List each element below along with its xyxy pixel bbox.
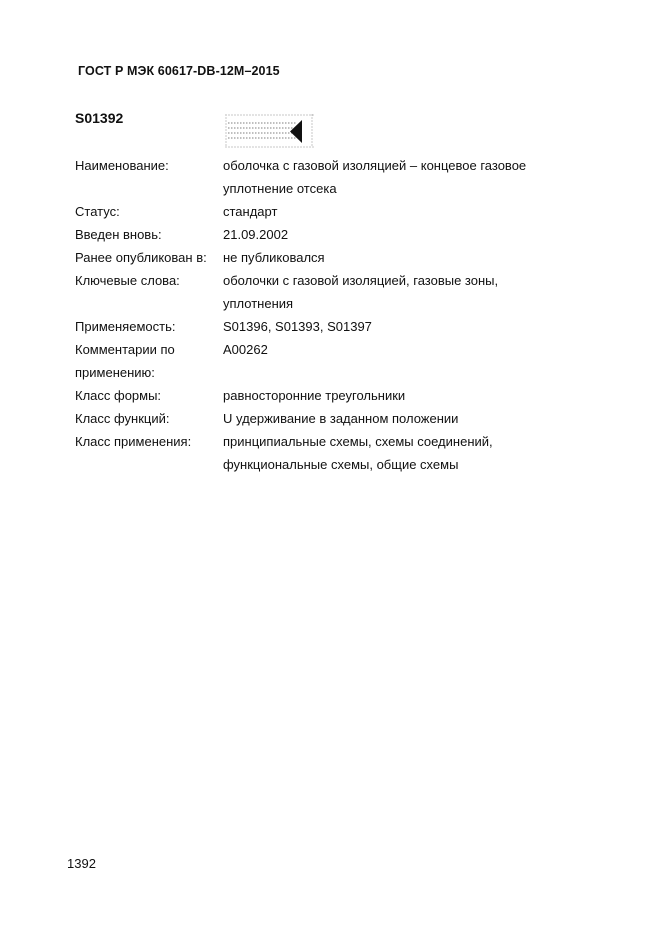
field-value: оболочка с газовой изоляцией – концевое газовое уплотнение отсека — [223, 158, 527, 196]
field-label: Статус: — [75, 204, 120, 219]
field-row-previously-published — [75, 246, 615, 269]
field-value: не публиковался — [223, 250, 325, 265]
field-row-name — [75, 154, 615, 200]
field-row-introduced — [75, 223, 615, 246]
field-row-shape-class — [75, 384, 615, 407]
triangle-icon — [290, 120, 302, 143]
field-label: Наименование: — [75, 158, 169, 173]
document-header: ГОСТ Р МЭК 60617-DB-12M–2015 — [78, 64, 280, 78]
field-label: Введен вновь: — [75, 227, 162, 242]
field-label: Применяемость: — [75, 319, 176, 334]
field-label: Ключевые слова: — [75, 273, 180, 288]
field-label: Класс формы: — [75, 388, 162, 403]
field-value: равносторонние треугольники — [223, 388, 406, 403]
field-label: Класс применения: — [75, 434, 192, 449]
field-value: 21.09.2002 — [223, 227, 289, 242]
field-row-status — [75, 200, 615, 223]
field-row-function-class — [75, 407, 615, 430]
gas-insulation-end-seal-symbol-icon — [222, 112, 318, 150]
field-value: принципиальные схемы, схемы соединений, функциональные схемы, общие схемы — [223, 434, 493, 472]
symbol-code: S01392 — [75, 110, 124, 126]
field-value: оболочки с газовой изоляцией, газовые зоны, уплотнения — [223, 273, 499, 311]
field-value: A00262 — [223, 342, 268, 357]
field-value: S01396, S01393, S01397 — [223, 319, 372, 334]
field-value: U удерживание в заданном положении — [223, 411, 459, 426]
attribute-table — [75, 154, 615, 476]
field-row-keywords — [75, 269, 615, 315]
field-value: стандарт — [223, 204, 278, 219]
field-label: Класс функций: — [75, 411, 170, 426]
field-label: Ранее опубликован в: — [75, 250, 207, 265]
field-row-application-class — [75, 430, 615, 476]
field-label: Комментарии по применению: — [75, 342, 175, 380]
field-row-applicability — [75, 315, 615, 338]
page-number: 1392 — [67, 856, 96, 871]
field-row-comments — [75, 338, 615, 384]
